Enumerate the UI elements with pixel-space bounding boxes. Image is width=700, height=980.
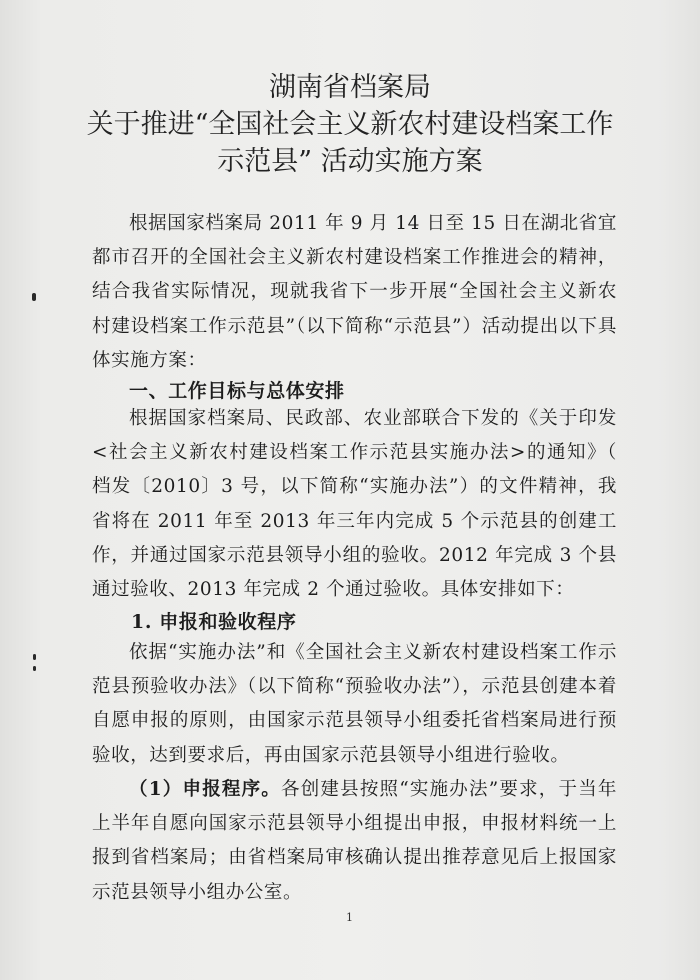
binding-hole-mark	[33, 654, 36, 660]
section-heading: 一、工作目标与总体安排	[129, 380, 345, 402]
subsection-heading: 1. 申报和验收程序	[131, 611, 297, 633]
document-title-line: 示范县” 活动实施方案	[217, 146, 483, 177]
document-title-issuer: 湖南省档案局	[269, 72, 431, 103]
paragraph-text: 各创建县按照“实施办法”要求，于当年上半年自愿向国家示范县领导小组提出申报，申报材料统一上报到省档案局；由省档案局审核确认提出推荐意见后上报国家示范县领导小组办公室。	[92, 779, 617, 903]
intro-paragraph: 根据国家档案局 2011 年 9 月 14 日至 15 日在湖北省宜都市召开的全国社会主义新农村建设档案工作推进会的精神，结合我省实际情况，现就我省下一步开展“全国社会主义新农村建设档案工作示范县”（以下简称“示范县”）活动提出以下具体实施方案：	[92, 213, 617, 371]
body-paragraph: 依据“实施办法”和《全国社会主义新农村建设档案工作示范县预验收办法》（以下简称“预验收办法”），示范县创建本着自愿申报的原则，由国家示范县领导小组委托省档案局进行预验收，达到要求后，再由国家示范县领导小组进行验收。	[92, 642, 617, 766]
body-paragraph: 根据国家档案局、民政部、农业部联合下发的《关于印发<社会主义新农村建设档案工作示范县实施办法>的通知》（ 档发〔2010〕3 号，以下简称“实施办法”）的文件精神，我省将在 2011 年至 2013 年三年内完成 5 个示范县的创建工作，并通过国家示范县领导小组的验收。2012 年完成 3 个县通过验收、2013 年完成 2 个通过验收。具体安排如下：	[92, 408, 617, 601]
paragraph-lead-label: （1）申报程序。	[129, 779, 282, 800]
page-number: 1	[346, 911, 353, 924]
binding-hole-mark	[32, 293, 36, 301]
binding-hole-mark	[33, 666, 36, 671]
document-title-line: 关于推进“全国社会主义新农村建设档案工作	[86, 109, 614, 140]
body-paragraph	[92, 773, 617, 910]
